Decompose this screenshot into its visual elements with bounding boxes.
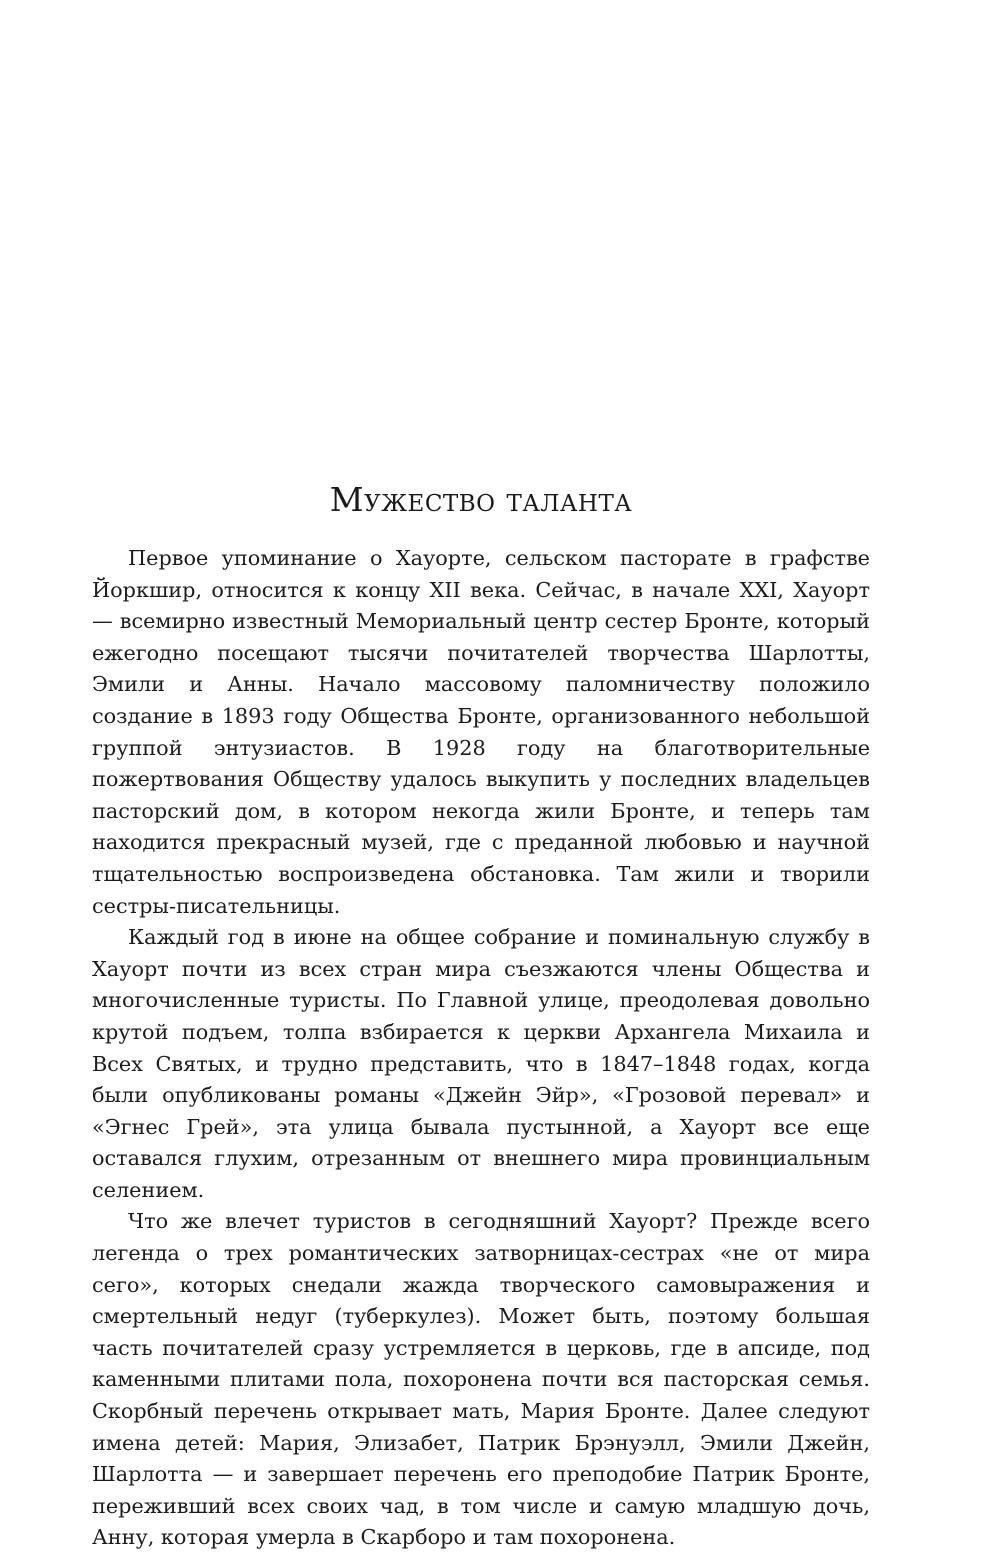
chapter-title: Мужество таланта [329,480,633,519]
chapter-body [92,543,870,1554]
paragraph-1: Первое упоминание о Хауорте, сельском пасторате в графстве Йоркшир, относится к концу XII века. Сейчас, в начале XXI, Хауорт — всемирно известный Мемориальный центр сестер Бронте, который ежегодно посещают тысячи почитателей творчества Шарлотты, Эмили и Анны. Начало массовому паломничеству положило создание в 1893 году Общества Бронте, организованного небольшой группой энтузиастов. В 1928 году на благотворительные пожертвования Обществу удалось выкупить у последних владельцев пасторский дом, в котором некогда жили Бронте, и теперь там находится прекрасный музей, где с преданной любовью и научной тщательностью воспроизведена обстановка. Там жили и творили сестры-писательницы. [92,546,870,918]
paragraph-3: Что же влечет туристов в сегодняшний Хауорт? Прежде всего легенда о трех романтических затворницах-сестрах «не от мира сего», которых снедали жажда творческого самовыражения и смертельный недуг (туберкулез). Может быть, поэтому большая часть почитателей сразу устремляется в церковь, где в апсиде, под каменными плитами пола, похоронена почти вся пасторская семья. Скорбный перечень открывает мать, Мария Бронте. Далее следуют имена детей: Мария, Элизабет, Патрик Брэнуэлл, Эмили Джейн, Шарлотта — и завершает перечень его преподобие Патрик Бронте, переживший всех своих чад, в том числе и самую младшую дочь, Анну, которая умерла в Скарборо и там похоронена. [92,1209,870,1550]
paragraph-2: Каждый год в июне на общее собрание и поминальную службу в Хауорт почти из всех стран мира съезжаются члены Общества и многочисленные туристы. По Главной улице, преодолевая довольно крутой подъем, толпа взбирается к церкви Архангела Михаила и Всех Святых, и трудно представить, что в 1847–1848 годах, когда были опубликованы романы «Джейн Эйр», «Грозовой перевал» и «Эгнес Грей», эта улица бывала пустынной, а Хауорт все еще оставался глухим, отрезанным от внешнего мира провинциальным селением. [92,925,870,1202]
